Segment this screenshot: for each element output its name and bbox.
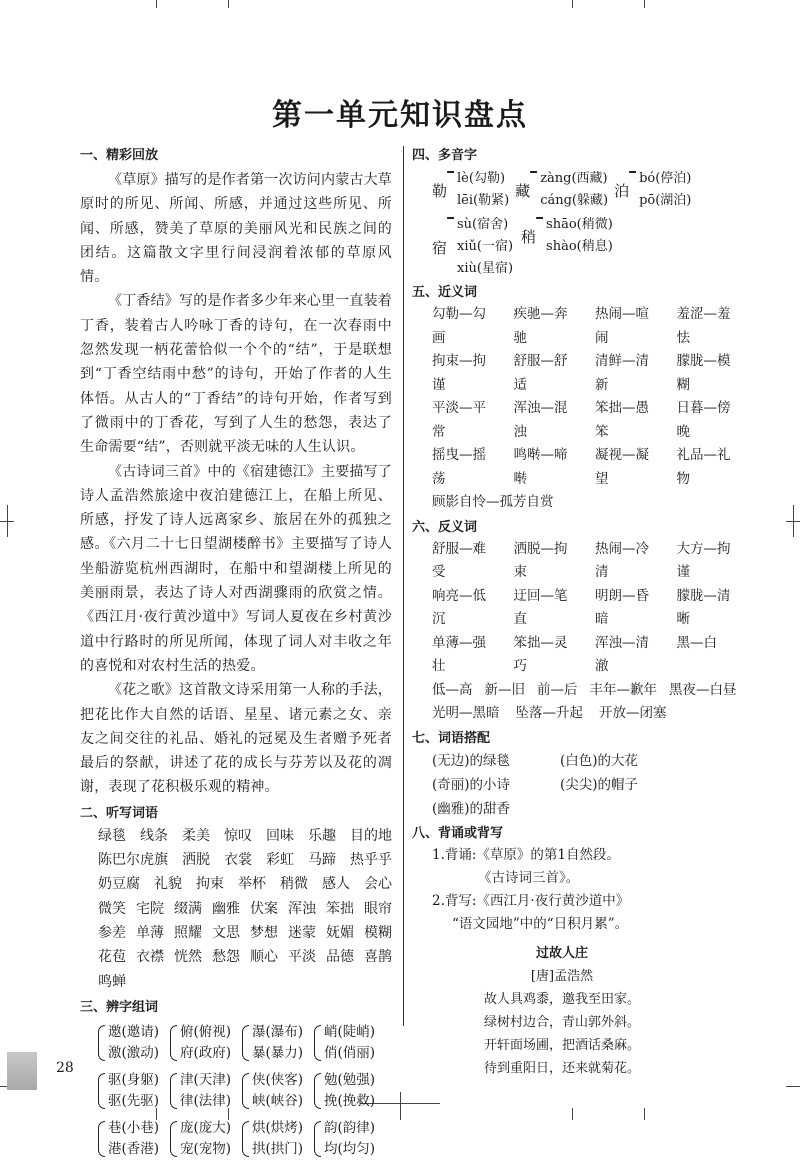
pair-word: 勉(勉强): [324, 1071, 376, 1088]
paragraph: 《草原》描写的是作者第一次访问内蒙古大草原时的所见、所闻、所感，并通过这些所见、所闻、所感，赞美了草原的美丽风光和民族之间的团结。这篇散文字里行间浸润着浓郁的草原风情。: [80, 172, 392, 286]
reading: zàng(西藏): [540, 171, 608, 186]
antonym-pair: 朦胧—清晰: [676, 587, 731, 627]
poem-block: [412, 942, 712, 1080]
recitation-line: 2.背写:《西江月·夜行黄沙道中》: [432, 892, 630, 909]
brace: [98, 1025, 105, 1061]
pair-word: 府(政府): [180, 1044, 232, 1061]
reading: pō(湖泊): [639, 193, 692, 208]
crop-mark: [644, 1108, 645, 1120]
word: 柔美: [182, 827, 210, 844]
synonym-pair: 顾影自怜—孤芳自赏: [432, 494, 554, 510]
brace: [314, 1025, 321, 1061]
dictation-word-grid: [80, 945, 392, 969]
poem-line: 绿树村边合，青山郭外斜。: [483, 1014, 640, 1030]
antonym-pair: 黑夜—白昼: [669, 681, 737, 698]
antonym-pair: 浑浊—清澈: [595, 634, 649, 674]
polyphonic-group: [614, 168, 691, 212]
word: 笨拙: [326, 900, 354, 917]
word: 线条: [140, 827, 168, 844]
synonym-pair: 热闹—喧闹: [595, 306, 649, 346]
word: 衣襟: [136, 949, 164, 966]
paragraph: 《花之歌》这首散文诗采用第一人称的手法，把花比作大自然的话语、星星、诸元素之女、亲友之间交往的礼品、婚礼的冠冕及生者赠予死者最后的祭献，讲述了花的成长与芬芳以及花的凋谢，表现了花积极乐观的精神。: [80, 682, 392, 796]
pair-word: 津(天津): [180, 1071, 232, 1088]
collocation: (奇丽)的小诗: [432, 776, 511, 793]
pair-word: 激(激动): [108, 1044, 160, 1061]
word: 鸣蝉: [98, 973, 126, 990]
section-heading-antonyms: 六、反义词: [412, 519, 478, 535]
synonym-pair: 拘束—拘谨: [432, 353, 486, 393]
word: 恍然: [174, 949, 202, 966]
poem-line: 待到重阳日，还来就菊花。: [483, 1060, 640, 1076]
pair-word: 烘(烘烤): [252, 1119, 304, 1136]
word: 热乎乎: [350, 852, 392, 869]
crop-mark: [156, 0, 157, 8]
crop-mark: [793, 505, 794, 537]
crop-mark: [572, 1108, 573, 1120]
poly-char: 藏: [515, 181, 531, 200]
word: 缀满: [174, 900, 202, 917]
char-pair: [242, 1070, 314, 1112]
brace: [314, 1073, 321, 1109]
collocation: (尖尖)的帽子: [560, 776, 639, 793]
pair-word: 邀(邀请): [108, 1023, 160, 1040]
word: 会心: [364, 876, 392, 893]
dictation-word-grid: [80, 824, 392, 848]
synonym-pair: 平淡—平常: [432, 400, 486, 440]
antonym-pair: 舒服—难受: [432, 540, 486, 580]
brace: [530, 171, 537, 173]
pair-word: 峡(峡谷): [252, 1092, 304, 1109]
word: 微笑: [98, 900, 126, 917]
word: 奶豆腐: [98, 876, 140, 893]
brace: [98, 1073, 105, 1109]
brace: [242, 1121, 249, 1157]
pair-word: 俯(俯视): [180, 1023, 232, 1040]
poly-char: 勒: [432, 181, 448, 200]
pair-word: 驱(先驱): [108, 1092, 160, 1109]
char-pair: [314, 1118, 386, 1160]
synonym-pair: 羞涩—羞怯: [676, 306, 731, 346]
collocation: (幽雅)的甜香: [432, 800, 511, 817]
synonym-pair: 舒服—舒适: [513, 353, 568, 393]
brace: [314, 1121, 321, 1157]
char-pair: [242, 1118, 314, 1160]
poem-line: 故人具鸡黍，邀我至田家。: [483, 991, 640, 1007]
right-column: [412, 146, 742, 1080]
antonym-pair: 笨拙—灵巧: [513, 634, 568, 674]
antonym-pair: 黑—白: [676, 634, 717, 651]
section-heading-dictation: 二、听写词语: [80, 805, 159, 821]
reading: lè(勾勒): [457, 171, 506, 186]
section-heading-char-distinction: 三、辨字组词: [80, 999, 159, 1015]
synonym-pair: 勾勒—勾画: [432, 306, 486, 346]
synonym-pair: 摇曳—摇荡: [432, 447, 486, 487]
poem-title: 过故人庄: [535, 945, 588, 961]
antonym-pair: 大方—拘谨: [676, 540, 731, 580]
left-column: [80, 146, 392, 1160]
word: 拘束: [196, 876, 224, 893]
word: 乐趣: [308, 827, 336, 844]
recitation-line: 1.背诵:《草原》的第1自然段。: [432, 846, 621, 863]
section-heading-recitation: 八、背诵或背写: [412, 825, 504, 841]
word: 浑浊: [288, 900, 316, 917]
polyphonic-row: [412, 212, 742, 280]
word: 伏案: [250, 900, 278, 917]
pair-word: 拱(拱门): [252, 1140, 304, 1157]
brace: [170, 1073, 177, 1109]
word: 顺心: [250, 949, 278, 966]
brace: [98, 1121, 105, 1157]
word: 稍微: [280, 876, 308, 893]
pair-word: 宠(宠物): [180, 1140, 232, 1157]
paragraph: 《古诗词三首》中的《宿建德江》主要描写了诗人孟浩然旅途中夜泊建德江上，在船上所见、所感，抒发了诗人远离家乡、旅居在外的孤独之感。《六月二十七日望湖楼醉书》主要描写了诗人坐船游览杭州西湖时，在船中和望湖楼上所见的美丽雨景，表达了诗人对西湖骤雨的欣赏之情。《西江月·夜行黄沙道中》写词人夏夜在乡村黄沙道中行路时的所见所闻，体现了词人对丰收之年的喜悦和对农村生活的热爱。: [80, 463, 392, 674]
poly-char: 宿: [432, 238, 448, 257]
word: 彩虹: [266, 852, 294, 869]
crop-mark: [7, 505, 8, 537]
brace: [629, 171, 636, 173]
antonym-pair: 明朗—昏暗: [595, 587, 649, 627]
reading: xiǔ(一宿): [457, 239, 514, 254]
poem-line: 开轩面场圃，把酒话桑麻。: [483, 1037, 640, 1053]
page-number: 28: [56, 1060, 74, 1076]
antonym-grid: [412, 538, 742, 679]
pair-word: 港(香港): [108, 1140, 160, 1157]
reading: shào(稍息): [546, 239, 613, 254]
antonym-pair: 丰年—歉年: [589, 681, 657, 698]
pair-word: 暴(暴力): [252, 1044, 304, 1061]
reading: lēi(勒紧): [457, 193, 510, 208]
reading: shāo(稍微): [546, 217, 613, 232]
synonym-pair: 礼品—礼物: [676, 447, 731, 487]
antonym-pair: 光明—黑暗: [432, 705, 500, 721]
section-heading-polyphonic: 四、多音字: [412, 148, 478, 163]
antonym-pair: 开放—闭塞: [599, 705, 667, 721]
antonym-pair: 低—高: [432, 681, 473, 698]
word: 感人: [322, 876, 350, 893]
brace: [242, 1073, 249, 1109]
synonym-pair: 凝视—凝望: [595, 447, 649, 487]
synonym-pair: 浑浊—混浊: [513, 400, 568, 440]
synonym-pair: 笨拙—愚笨: [595, 400, 649, 440]
page-number-tab: [7, 1052, 37, 1090]
antonym-pair: 响亮—低沉: [432, 587, 486, 627]
polyphonic-row: [412, 166, 742, 212]
char-pair: [98, 1118, 170, 1160]
dictation-word-grid: [80, 921, 392, 945]
word: 单薄: [136, 924, 164, 941]
word: 举杯: [238, 876, 266, 893]
word: 礼貌: [154, 876, 182, 893]
synonym-pair: 疾驰—奔驰: [513, 306, 568, 346]
brace: [536, 217, 543, 219]
word: 愁怨: [212, 949, 240, 966]
word: 回味: [266, 827, 294, 844]
char-pair: [170, 1118, 242, 1160]
recitation-line: “语文园地”中的“日积月累”。: [452, 915, 629, 932]
antonym-pair: 前—后: [537, 681, 578, 698]
char-pair: [98, 1070, 170, 1112]
poly-char: 泊: [614, 181, 630, 200]
column-divider: [403, 146, 404, 1026]
section-heading-collocations: 七、词语搭配: [412, 730, 491, 746]
word: 绿毯: [98, 827, 126, 844]
word: 妩媚: [326, 924, 354, 941]
pair-word: 挽(挽救): [324, 1092, 376, 1109]
dictation-word-grid: [80, 872, 392, 896]
antonym-pair: 热闹—冷清: [595, 540, 649, 580]
pair-word: 瀑(瀑布): [252, 1023, 304, 1040]
brace: [170, 1025, 177, 1061]
reading: bó(停泊): [639, 171, 692, 186]
brace: [170, 1121, 177, 1157]
poem-author: [唐]孟浩然: [530, 968, 594, 984]
word: 洒脱: [182, 852, 210, 869]
word: 迷蒙: [288, 924, 316, 941]
pair-word: 侠(侠客): [252, 1071, 304, 1088]
word: 衣裳: [224, 852, 252, 869]
polyphonic-group: [521, 214, 613, 280]
section-heading-synonyms: 五、近义词: [412, 285, 478, 300]
char-pair: [314, 1022, 386, 1064]
word: 文思: [212, 924, 240, 941]
word: 梦想: [250, 924, 278, 941]
antonym-pair: 迂回—笔直: [513, 587, 568, 627]
char-pair: [242, 1022, 314, 1064]
crop-mark: [572, 0, 573, 8]
word: 惊叹: [224, 827, 252, 844]
recitation-line: 《古诗词三首》。: [478, 869, 580, 886]
paragraph: 《丁香结》写的是作者多少年来心里一直装着丁香，装着古人吟咏丁香的诗句，在一次春雨中忽然发现一柄花蕾恰似一个个的“结”，于是联想到“丁香空结雨中愁”的诗句，开始了作者的人生体悟。从古人的“丁香结”的诗句开始，作者写到了微雨中的丁香花，写到了人生的愁怨，表达了生命需要“结”，否则就平淡无味的人生认识。: [80, 293, 392, 456]
word: 眼帘: [364, 900, 392, 917]
word: 宅院: [136, 900, 164, 917]
brace: [447, 217, 454, 219]
page-title: 第一单元知识盘点: [272, 98, 528, 133]
word: 模糊: [364, 924, 392, 941]
word: 平淡: [288, 949, 316, 966]
antonym-pair: 洒脱—拘束: [513, 540, 568, 580]
word: 幽雅: [212, 900, 240, 917]
pair-word: 庞(庞大): [180, 1119, 232, 1136]
crop-mark: [786, 1086, 800, 1087]
antonym-row: [412, 679, 742, 703]
word: 花苞: [98, 949, 126, 966]
char-pair: [170, 1070, 242, 1112]
reading: xiù(星宿): [457, 261, 514, 276]
word: 陈巴尔虎旗: [98, 852, 168, 869]
reading: sù(宿舍): [457, 217, 509, 232]
pair-word: 俏(俏丽): [324, 1044, 376, 1061]
poly-char: 稍: [521, 227, 537, 246]
reading: cáng(躲藏): [540, 193, 609, 208]
collocation-grid: [412, 749, 742, 821]
dictation-word-grid: [80, 897, 392, 921]
polyphonic-group: [432, 214, 513, 280]
antonym-pair: 坠落—升起: [515, 705, 583, 721]
pair-word: 峭(陡峭): [324, 1023, 376, 1040]
antonym-pair: 单薄—强壮: [432, 634, 486, 674]
word: 照耀: [174, 924, 202, 941]
synonym-grid: [412, 303, 742, 491]
collocation: (无边)的绿毯: [432, 752, 511, 769]
brace: [447, 171, 454, 173]
word: 参差: [98, 924, 126, 941]
crop-mark: [400, 1092, 401, 1120]
pair-word: 巷(小巷): [108, 1119, 160, 1136]
polyphonic-group: [515, 168, 608, 212]
antonym-pair: 新—旧: [484, 681, 525, 698]
section-heading-review: 一、精彩回放: [80, 148, 159, 163]
word: 目的地: [350, 827, 392, 844]
word: 品德: [326, 949, 354, 966]
synonym-pair: 朦胧—模糊: [676, 353, 731, 393]
char-pair: [98, 1022, 170, 1064]
char-pair: [170, 1022, 242, 1064]
crop-mark: [228, 0, 229, 8]
collocation: (白色)的大花: [560, 752, 639, 769]
brace: [242, 1025, 249, 1061]
crop-mark: [644, 0, 645, 8]
word: 马蹄: [308, 852, 336, 869]
synonym-pair: 清鲜—清新: [595, 353, 649, 393]
synonym-pair: 鸣啭—啼啭: [513, 447, 568, 487]
pair-word: 韵(韵律): [324, 1119, 376, 1136]
dictation-word-grid: [80, 848, 392, 872]
pair-word: 均(均匀): [324, 1140, 376, 1157]
char-pair-grid: [80, 1022, 392, 1160]
pair-word: 驱(身躯): [108, 1071, 160, 1088]
synonym-pair: 日暮—傍晚: [676, 400, 731, 440]
word: 喜鹊: [364, 949, 392, 966]
char-pair: [314, 1070, 386, 1112]
pair-word: 律(法律): [180, 1092, 232, 1109]
antonym-row: [412, 702, 742, 726]
polyphonic-group: [432, 168, 509, 212]
